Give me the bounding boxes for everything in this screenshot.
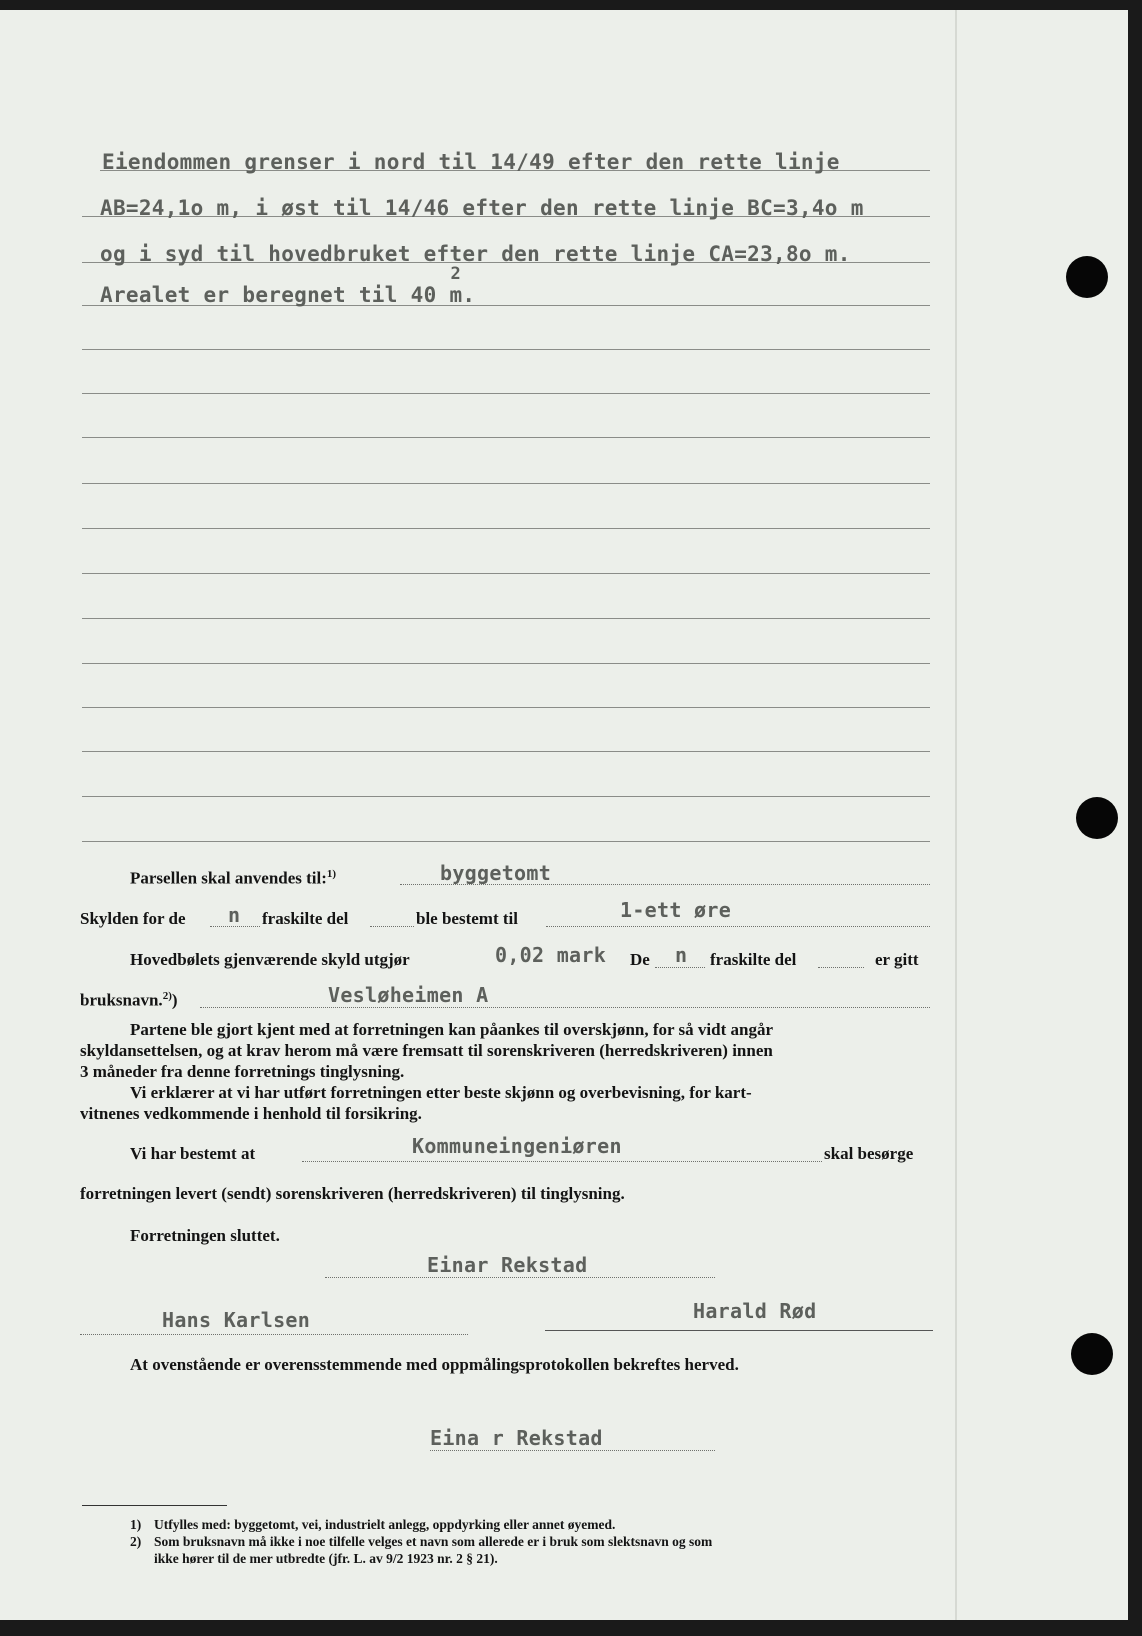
bestemt-value: Kommuneingeniøren	[412, 1134, 622, 1158]
ruled-line	[82, 483, 930, 484]
ruled-line	[82, 751, 930, 752]
bruk-label-text: bruksnavn.	[80, 990, 163, 1010]
punch-hole	[1066, 256, 1108, 298]
hoved-label-a: Hovedbølets gjenværende skyld utgjør	[130, 950, 410, 969]
hoved-label-c: fraskilte del	[710, 950, 797, 969]
footnote-separator	[82, 1505, 227, 1506]
bruk-footnote-ref: 2)	[162, 990, 172, 1002]
signature-main-line	[325, 1277, 715, 1278]
area-period: .	[462, 283, 476, 307]
signature-left: Hans Karlsen	[162, 1308, 311, 1332]
boundary-line-1: Eiendommen grenser i nord til 14/49 efter den rette linje	[102, 150, 840, 174]
signature-right-line	[545, 1330, 933, 1331]
ruled-line	[82, 528, 930, 529]
signature-final-line	[430, 1450, 715, 1451]
ruled-line	[82, 796, 930, 797]
footnote-1-text: Utfylles med: byggetomt, vei, industrielt anlegg, oppdyrking eller annet øyemed.	[154, 1517, 616, 1532]
boundary-line-3: og i syd til hovedbruket efter den rette linje CA=23,8o m.	[100, 242, 851, 266]
signature-final: Eina r Rekstad	[430, 1426, 603, 1450]
bestemt-label: Vi har bestemt at	[130, 1144, 256, 1163]
hoved-dotted-c	[818, 967, 864, 968]
para1-line3: 3 måneder fra denne forretnings tinglysning.	[80, 1062, 405, 1081]
footnote-1-mark: 1)	[130, 1517, 142, 1532]
hoved-dotted-b	[655, 967, 705, 968]
use-footnote-ref: 1)	[326, 868, 337, 880]
para1-line1: Partene ble gjort kjent med at forretningen kan påankes til overskjønn, for så vidt angår	[130, 1020, 773, 1039]
area-unit-exponent: 2	[450, 264, 462, 284]
ruled-line	[82, 437, 930, 438]
use-label	[130, 868, 336, 889]
skyld-dotted-b	[370, 926, 414, 927]
hoved-value: 0,02 mark	[495, 943, 607, 967]
sluttet-text: Forretningen sluttet.	[130, 1226, 280, 1245]
confirm-text: At ovenstående er overensstemmende med oppmålingsprotokollen bekreftes herved.	[130, 1355, 739, 1374]
area-unit	[449, 264, 463, 307]
area-unit-letter: m	[449, 283, 463, 307]
hoved-label-d: er gitt	[875, 950, 919, 969]
use-value: byggetomt	[440, 861, 552, 885]
footnote-2-line2: ikke hører til de mer utbredte (jfr. L. av 9/2 1923 nr. 2 § 21).	[154, 1551, 498, 1566]
skyld-value: 1-ett øre	[620, 898, 732, 922]
footnote-2-line1: Som bruksnavn må ikke i noe tilfelle velges et navn som allerede er i bruk som slektsnavn og som	[154, 1534, 713, 1549]
bruk-dotted-line	[200, 1007, 930, 1008]
punch-hole	[1076, 797, 1118, 839]
boundary-line-2: AB=24,1o m, i øst til 14/46 efter den rette linje BC=3,4o m	[100, 196, 864, 220]
ruled-line	[82, 349, 930, 350]
page-fold	[955, 10, 957, 1620]
footnote-2-mark: 2)	[130, 1534, 142, 1549]
bestemt-dotted-line	[302, 1161, 822, 1162]
ruled-line	[82, 618, 930, 619]
levert-text: forretningen levert (sendt) sorenskriveren (herredskriveren) til tinglysning.	[80, 1184, 625, 1203]
signature-main: Einar Rekstad	[427, 1253, 588, 1277]
bruk-label: bruksnavn.$^{2)}$)	[80, 990, 178, 1010]
ruled-line	[82, 663, 930, 664]
ruled-line	[82, 707, 930, 708]
punch-hole	[1071, 1333, 1113, 1375]
skyld-value-a: n	[228, 903, 241, 927]
skyld-label-a: Skylden for de	[80, 909, 186, 928]
para2-line1: Vi erklærer at vi har utført forretningen etter beste skjønn og overbevisning, for kart-	[130, 1083, 752, 1102]
skyld-label-c: ble bestemt til	[416, 909, 518, 928]
para1-line2: skyldansettelsen, og at krav herom må være fremsatt til sorenskriveren (herredskriveren) innen	[80, 1041, 773, 1060]
bruk-value: Vesløheimen A	[328, 983, 489, 1007]
bestemt-suffix: skal besørge	[824, 1144, 914, 1163]
ruled-line	[82, 841, 930, 842]
hoved-label-b: De	[630, 950, 650, 969]
para2-line2: vitnenes vedkommende i henhold til forsikring.	[80, 1104, 422, 1123]
hoved-value-b: n	[675, 943, 688, 967]
ruled-line	[82, 573, 930, 574]
ruled-line	[82, 393, 930, 394]
skyld-dotted-c	[546, 926, 930, 927]
signature-left-line	[80, 1334, 468, 1335]
signature-right: Harald Rød	[693, 1299, 817, 1323]
area-text: Arealet er beregnet til 40	[100, 283, 450, 307]
boundary-line-4	[100, 264, 476, 307]
skyld-label-b: fraskilte del	[262, 909, 349, 928]
use-label-text: Parsellen skal anvendes til:	[130, 868, 327, 888]
